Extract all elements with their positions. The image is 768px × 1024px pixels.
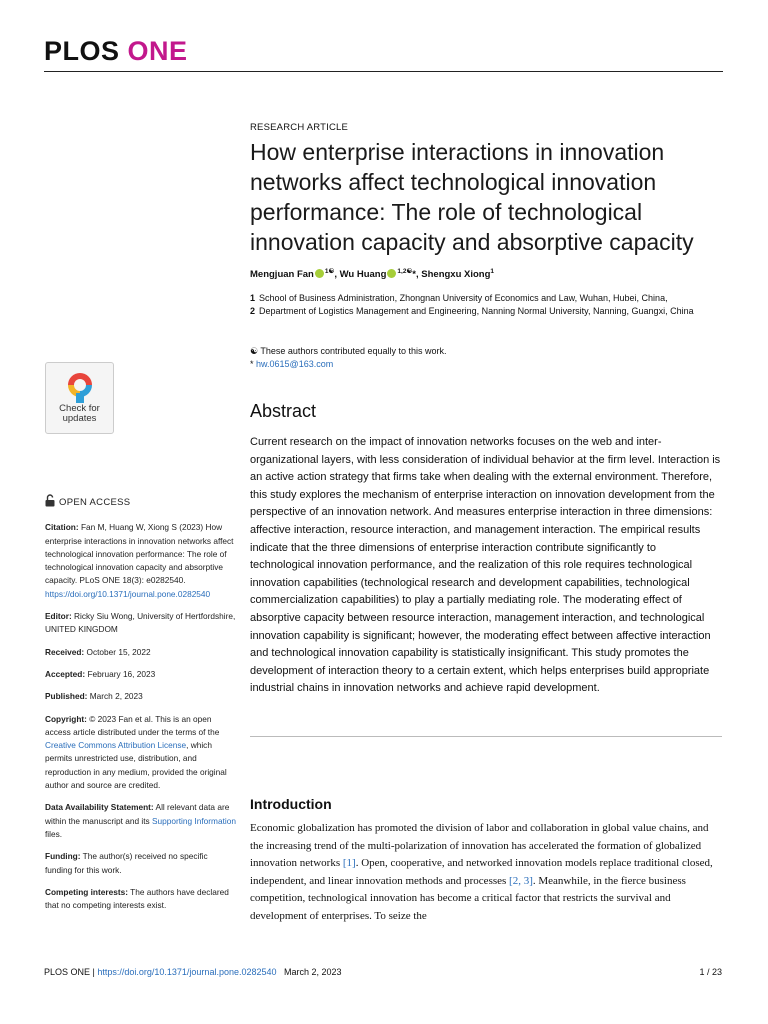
check-updates-line1: Check for [59,403,100,414]
footer-doi-link[interactable]: https://doi.org/10.1371/journal.pone.0282540 [97,967,277,977]
open-access-label: OPEN ACCESS [59,497,131,508]
copyright-label: Copyright: [45,713,87,724]
copyright-block [45,713,237,793]
page-number: 1 / 23 [699,967,722,977]
abstract-body: Current research on the impact of innovation networks focuses on the web and inter-organizational layers, with less consideration of individual behavior at the firm level. Interaction is an active action strategy that firms take when dealing with the external environment. Therefore, this study explores the mechanism of enterprise interaction on innovation development from the perspective of an innovation network. And measures enterprise interaction in three dimensions: affective interaction, resource interaction, and management interaction. The empirical results indicate that the three dimensions of enterprise interaction contribute significantly to technological innovation performance, and the realization of this role requires technological innovation capabilities (technological research and development capabilities, technological commercialization capabilities) to play a partially mediating role. The moderating effect of absorptive capacity between resource interaction, management interaction, and technological innovation capability is significant; however, the moderating effect between affective interaction and technological innovation capability is statistically insignificant. This study promotes the development of interaction theory to a certain extent, which helps enterprises build appropriate industrial chains in innovation networks and achieve rapid development. [250,436,721,695]
data-availability-text: All relevant data are within the manuscript and its [45,802,230,826]
data-availability-block [45,801,237,841]
citation-doi-link[interactable]: https://doi.org/10.1371/journal.pone.0282540 [45,588,211,599]
logo-plos: PLOS [44,36,120,66]
author-name[interactable]: Shengxu Xiong [421,269,491,281]
accepted-label: Accepted: [45,668,86,679]
corresponding-email-link[interactable]: hw.0615@163.com [256,358,334,369]
funding-text: The author(s) received no specific funding for this work. [45,851,208,875]
data-availability-text: files. [45,828,63,839]
reference-link[interactable]: [2, 3] [509,874,533,887]
check-updates-icon [66,371,94,403]
received-block [45,646,237,659]
author-affiliation-marker: 1☯ [324,268,335,275]
page-footer [44,967,342,977]
affiliation-text: Department of Logistics Management and Engineering, Nanning Normal University, Nanning, Guangxi, China [259,305,694,316]
competing-interests-block [45,886,237,913]
abstract-divider [250,736,722,737]
orcid-icon[interactable] [315,269,324,278]
affiliation-number: 1 [250,293,256,303]
author-affiliation-marker: 1,2☯ [397,268,413,275]
article-title: How enterprise interactions in innovation networks affect technological innovation performance: The role of technological innovation capacity and absorptive capacity [250,139,694,255]
citation-text: Fan M, Huang W, Xiong S (2023) How enterprise interactions in innovation networks affect technological innovation performance: The role of technological innovation capacity and absorptive capacity. PLoS ONE 18(3): e0282540. [45,522,234,586]
author-notes [250,345,447,370]
footer-journal-name: PLOS ONE [44,967,91,977]
published-date: March 2, 2023 [89,691,143,702]
author-separator: , [415,269,422,281]
funding-block [45,850,237,877]
introduction-heading: Introduction [250,796,332,812]
affiliation-item [250,292,720,305]
author-separator: , [334,269,340,281]
logo-one: ONE [127,36,188,66]
intro-text-segment: . Meanwhile, in the fierce business competition, technological innovation has become a critical factor that restricts the survival and development of enterprises. To seize the [250,874,686,922]
published-label: Published: [45,691,88,702]
license-link[interactable]: Creative Commons Attribution License [45,740,187,751]
competing-interests-label: Competing interests: [45,886,128,897]
editor-label: Editor: [45,611,72,622]
affiliation-item [250,305,720,318]
intro-text-segment: . Open, cooperative, and networked innovation models replace traditional closed, independent, and linear innovation methods and processes [250,857,713,887]
journal-logo [44,36,188,67]
footer-date: March 2, 2023 [284,967,342,977]
copyright-text: , which permits unrestricted use, distribution, and reproduction in any medium, provided the original author and source are credited. [45,740,227,791]
received-label: Received: [45,646,85,657]
data-availability-label: Data Availability Statement: [45,802,154,813]
header-divider [44,71,723,72]
corresponding-marker: * [412,269,416,281]
article-metadata-sidebar [45,494,237,921]
editor-text: Ricky Siu Wong, University of Hertfordshire, UNITED KINGDOM [45,611,236,635]
footer-separator: | [90,967,98,977]
affiliation-number: 2 [250,305,256,316]
editor-block [45,610,237,637]
reference-link[interactable]: [1] [342,857,356,870]
intro-text-segment: Economic globalization has promoted the division of labor and collaboration in global value chains, and the increasing trend of the multi-polarization of innovation has accelerated the formation of globalized innovation networks [250,822,709,870]
funding-label: Funding: [45,851,81,862]
citation-label: Citation: [45,522,79,533]
citation-block [45,521,237,601]
author-name[interactable]: Mengjuan Fan [250,269,314,281]
received-date: October 15, 2022 [86,646,151,657]
competing-interests-text: The authors have declared that no competing interests exist. [45,886,229,911]
abstract-heading: Abstract [250,401,317,421]
corresponding-author-note [250,358,447,371]
equal-contribution-note: ☯ These authors contributed equally to this work. [250,346,447,356]
article-type: RESEARCH ARTICLE [250,122,349,133]
open-lock-icon [45,494,55,511]
orcid-icon[interactable] [387,269,396,278]
check-updates-line2: updates [62,413,97,424]
affiliation-text: School of Business Administration, Zhongnan University of Economics and Law, Wuhan, Hubei, China, [259,293,668,303]
supporting-information-link[interactable]: Supporting Information [152,815,236,826]
published-block [45,690,237,703]
copyright-text: © 2023 Fan et al. This is an open access article distributed under the terms of the [45,713,220,737]
check-for-updates-button[interactable] [45,362,114,434]
accepted-block [45,668,237,681]
corresponding-marker: * [250,358,254,369]
author-list [250,267,494,280]
open-access-badge [45,494,237,511]
accepted-date: February 16, 2023 [87,668,156,679]
author-affiliation-marker: 1 [490,268,495,275]
introduction-body [250,820,720,926]
author-name[interactable]: Wu Huang [339,269,387,281]
affiliations [250,292,720,317]
